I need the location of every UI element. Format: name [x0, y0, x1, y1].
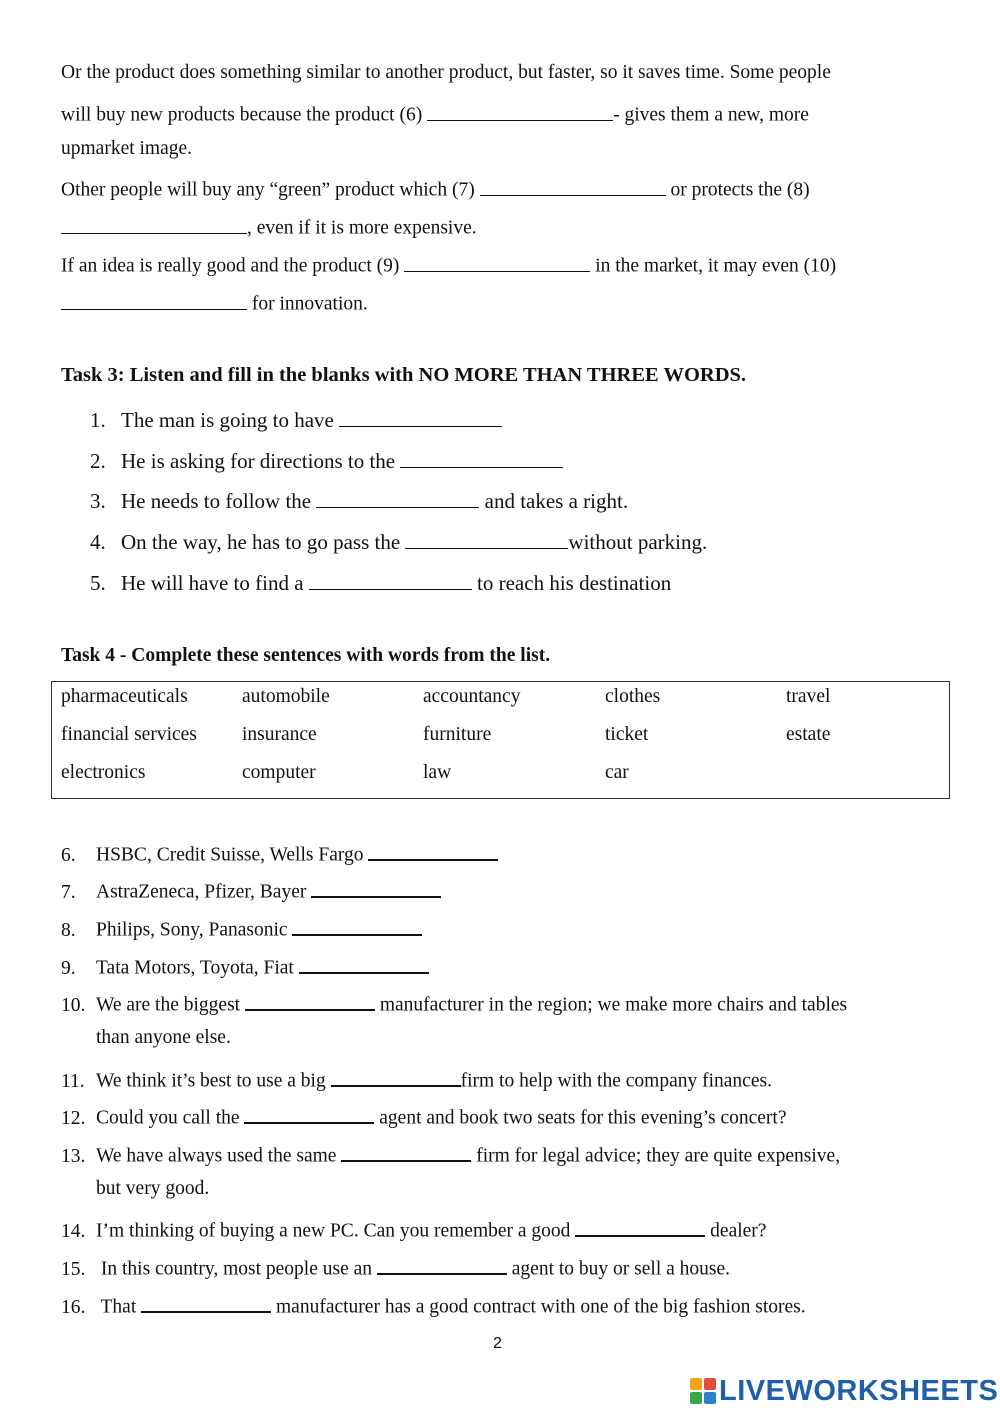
- question-text: manufacturer has a good contract with one of the big fashion stores.: [271, 1296, 806, 1318]
- passage-line-5: [61, 213, 477, 240]
- question-16: [61, 1291, 806, 1319]
- blank-6[interactable]: [427, 100, 613, 121]
- item-number: 5.: [90, 571, 106, 595]
- passage-text: will buy new products because the product (6): [61, 104, 428, 126]
- question-number: 15.: [61, 1258, 86, 1280]
- answer-blank-16[interactable]: [141, 1291, 271, 1313]
- task3-item: [90, 527, 707, 555]
- passage-line-2: [61, 100, 809, 127]
- item-number: 3.: [90, 489, 106, 513]
- passage-line-3: upmarket image.: [61, 138, 193, 159]
- blank-9[interactable]: [404, 251, 590, 272]
- question-text: We have always used the same: [96, 1145, 342, 1167]
- answer-blank-6[interactable]: [368, 839, 498, 861]
- question-text: AstraZeneca, Pfizer, Bayer: [96, 881, 312, 903]
- question-number: 6.: [61, 844, 76, 866]
- answer-blank-7[interactable]: [311, 876, 441, 898]
- question-text: dealer?: [705, 1220, 767, 1242]
- passage-text: , even if it is more expensive.: [247, 217, 477, 239]
- question-10-continued: than anyone else.: [96, 1027, 231, 1048]
- answer-blank-8[interactable]: [292, 914, 422, 936]
- question-number: 11.: [61, 1070, 85, 1092]
- answer-blank-11[interactable]: [331, 1065, 461, 1087]
- task3-blank-2[interactable]: [400, 446, 563, 468]
- question-number: 12.: [61, 1107, 86, 1129]
- blank-10[interactable]: [61, 289, 247, 310]
- word-list-item: furniture: [423, 724, 492, 745]
- word-list-item: pharmaceuticals: [61, 686, 188, 707]
- answer-blank-9[interactable]: [299, 952, 429, 974]
- passage-text: - gives them a new, more: [613, 104, 809, 126]
- item-text: to reach his destination: [471, 571, 672, 595]
- passage-line-4: [61, 175, 810, 202]
- item-text: without parking.: [568, 530, 708, 554]
- logo-mark-icon: [690, 1378, 716, 1404]
- passage-text: in the market, it may even (10): [590, 255, 837, 277]
- item-text: and takes a right.: [479, 489, 629, 513]
- question-number: 8.: [61, 919, 76, 941]
- task3-item: [90, 486, 628, 514]
- task3-heading: Task 3: Listen and fill in the blanks with NO MORE THAN THREE WORDS.: [61, 364, 747, 386]
- page-number: 2: [493, 1335, 502, 1352]
- question-number: 7.: [61, 881, 76, 903]
- word-list-item: electronics: [61, 762, 146, 783]
- word-list-item: travel: [786, 686, 831, 707]
- question-number: 16.: [61, 1296, 86, 1318]
- item-text: On the way, he has to go pass the: [121, 530, 406, 554]
- task3-blank-1[interactable]: [339, 405, 502, 427]
- question-text: agent and book two seats for this evening’s concert?: [374, 1107, 787, 1129]
- question-6: [61, 839, 498, 867]
- word-list-item: clothes: [605, 686, 661, 707]
- blank-7[interactable]: [480, 175, 666, 196]
- item-text: He needs to follow the: [121, 489, 317, 513]
- question-text: Philips, Sony, Panasonic: [96, 919, 293, 941]
- answer-blank-12[interactable]: [244, 1102, 374, 1124]
- question-text: agent to buy or sell a house.: [506, 1258, 731, 1280]
- word-list-item: law: [423, 762, 452, 783]
- word-list-item: car: [605, 762, 629, 783]
- question-15: [61, 1253, 730, 1281]
- question-12: [61, 1102, 787, 1130]
- logo-text: LIVEWORKSHEETS: [719, 1374, 999, 1407]
- item-text: The man is going to have: [121, 408, 340, 432]
- word-list-item: estate: [786, 724, 831, 745]
- question-number: 14.: [61, 1220, 86, 1242]
- question-text: In this country, most people use an: [96, 1258, 377, 1280]
- question-9: [61, 952, 429, 980]
- liveworksheets-logo[interactable]: [690, 1374, 998, 1408]
- question-14: [61, 1215, 766, 1243]
- question-text: I’m thinking of buying a new PC. Can you remember a good: [96, 1220, 576, 1242]
- question-10: [61, 989, 847, 1017]
- passage-text: If an idea is really good and the product (9): [61, 255, 405, 277]
- blank-8[interactable]: [61, 213, 247, 234]
- question-8: [61, 914, 422, 942]
- question-13-continued: but very good.: [96, 1178, 210, 1199]
- question-text: firm for legal advice; they are quite expensive,: [471, 1145, 841, 1167]
- passage-text: for innovation.: [247, 293, 368, 315]
- word-list-item: automobile: [242, 686, 330, 707]
- task4-heading: Task 4 - Complete these sentences with words from the list.: [61, 645, 551, 666]
- word-list-item: accountancy: [423, 686, 521, 707]
- passage-text: Other people will buy any “green” product which (7): [61, 179, 480, 201]
- answer-blank-13[interactable]: [341, 1140, 471, 1162]
- question-7: [61, 876, 441, 904]
- task3-item: [90, 568, 671, 596]
- question-text: We think it’s best to use a big: [96, 1070, 331, 1092]
- question-11: [61, 1065, 772, 1093]
- passage-text: or protects the (8): [665, 179, 810, 201]
- word-list-item: insurance: [242, 724, 317, 745]
- question-number: 9.: [61, 957, 76, 979]
- answer-blank-15[interactable]: [377, 1253, 507, 1275]
- passage-line-7: [61, 289, 368, 316]
- word-list-box: [51, 681, 950, 799]
- word-list-item: ticket: [605, 724, 649, 745]
- question-13: [61, 1140, 840, 1168]
- item-number: 1.: [90, 408, 106, 432]
- task3-item: [90, 405, 502, 433]
- passage-line-6: [61, 251, 836, 278]
- answer-blank-10[interactable]: [245, 989, 375, 1011]
- question-text: HSBC, Credit Suisse, Wells Fargo: [96, 844, 369, 866]
- item-number: 4.: [90, 530, 106, 554]
- task3-item: [90, 446, 563, 474]
- question-text: manufacturer in the region; we make more chairs and tables: [374, 994, 848, 1016]
- item-text: He is asking for directions to the: [121, 449, 401, 473]
- question-text: That: [96, 1296, 142, 1318]
- question-text: We are the biggest: [96, 994, 245, 1016]
- question-text: Tata Motors, Toyota, Fiat: [96, 957, 299, 979]
- item-text: He will have to find a: [121, 571, 309, 595]
- task3-blank-4[interactable]: [405, 527, 568, 549]
- question-number: 10.: [61, 994, 86, 1016]
- item-number: 2.: [90, 449, 106, 473]
- passage-line-1: Or the product does something similar to another product, but faster, so it saves time. Some people: [61, 62, 831, 83]
- task3-blank-3[interactable]: [316, 486, 479, 508]
- word-list-item: financial services: [61, 724, 197, 745]
- task3-blank-5[interactable]: [309, 568, 472, 590]
- question-number: 13.: [61, 1145, 86, 1167]
- question-text: firm to help with the company finances.: [460, 1070, 772, 1092]
- answer-blank-14[interactable]: [575, 1215, 705, 1237]
- question-text: Could you call the: [96, 1107, 245, 1129]
- word-list-item: computer: [242, 762, 316, 783]
